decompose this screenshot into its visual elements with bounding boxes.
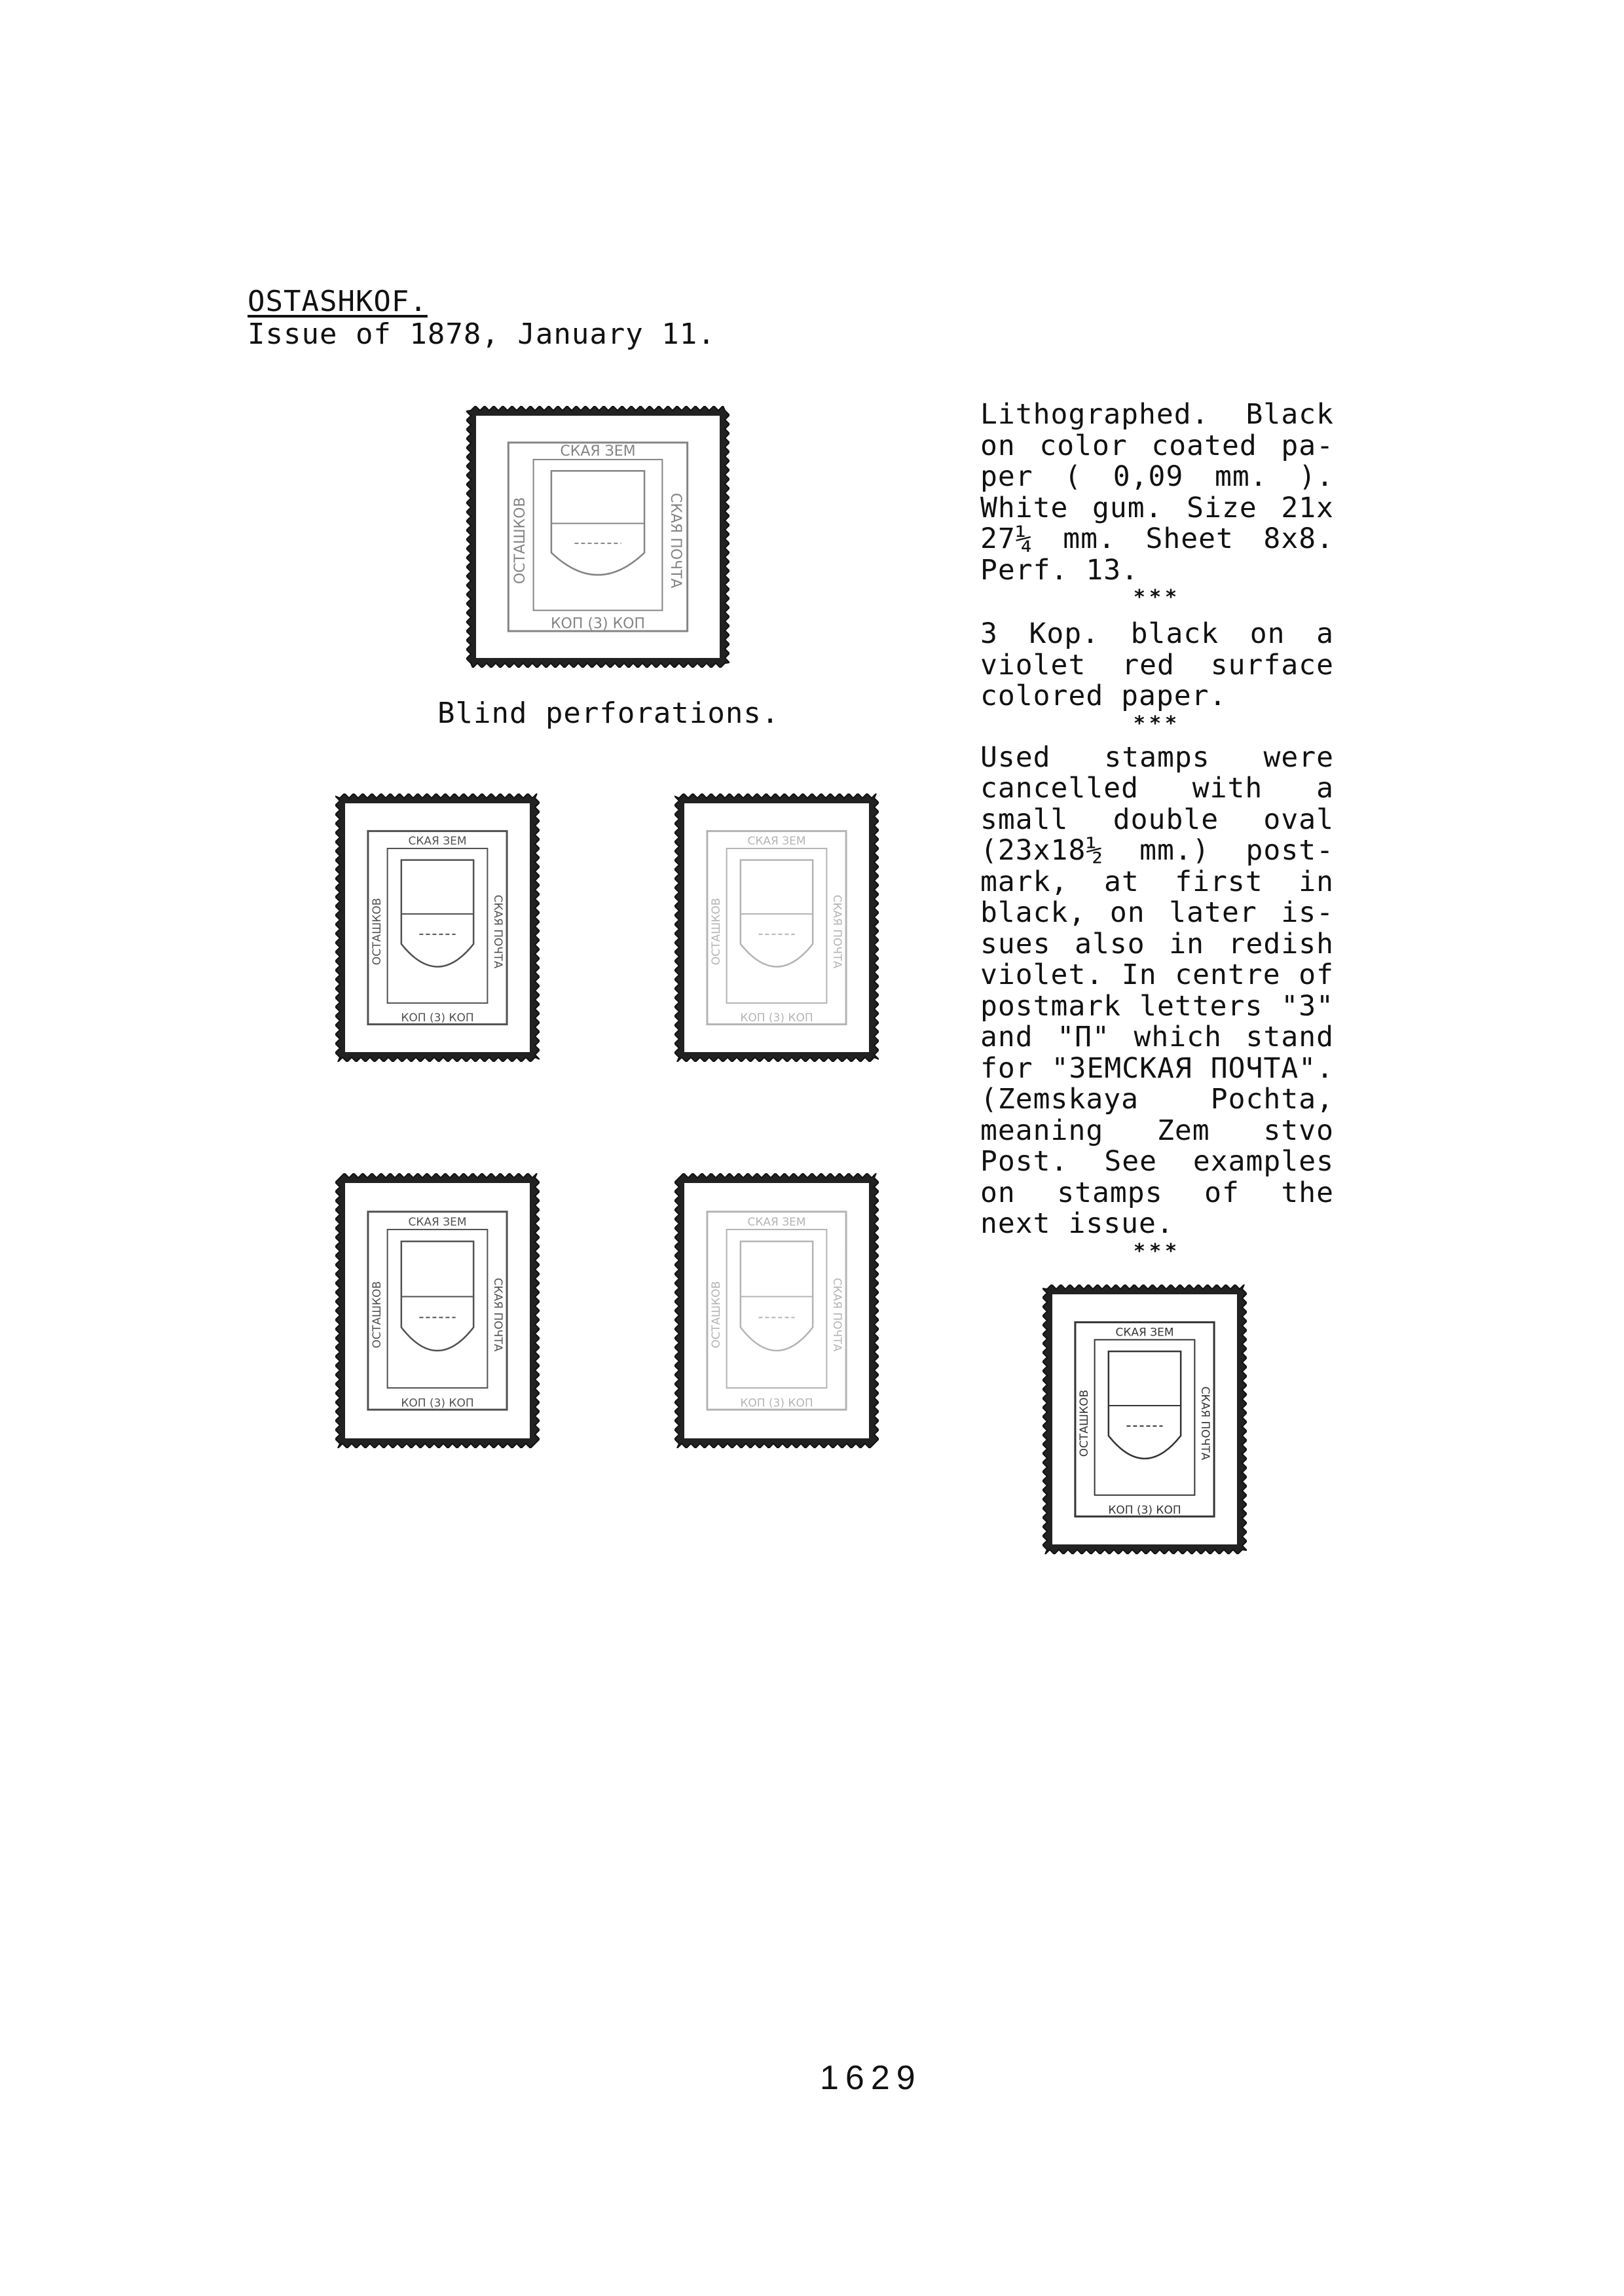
svg-text:КОП (3) КОП: КОП (3) КОП — [1108, 1503, 1181, 1517]
svg-text:КОП (3) КОП: КОП (3) КОП — [740, 1396, 813, 1410]
svg-text:СКАЯ ЗЕМ: СКАЯ ЗЕМ — [747, 1215, 806, 1229]
blind-perforations-caption: Blind perforations. — [437, 697, 780, 730]
svg-text:ОСТАШКОВ: ОСТАШКОВ — [511, 497, 528, 585]
stamp-image-blind-2 — [674, 793, 879, 1062]
svg-text:СКАЯ ПОЧТА: СКАЯ ПОЧТА — [830, 894, 843, 969]
svg-text:СКАЯ ПОЧТА: СКАЯ ПОЧТА — [490, 1277, 504, 1352]
svg-text:КОП (3) КОП: КОП (3) КОП — [401, 1396, 474, 1410]
svg-text:СКАЯ ЗЕМ: СКАЯ ЗЕМ — [408, 835, 467, 848]
description-colour: 3 Kop. black on a violet red surface colored paper. — [980, 617, 1334, 712]
svg-text:ОСТАШКОВ: ОСТАШКОВ — [1078, 1389, 1092, 1457]
stamp-image-blind-3 — [335, 1173, 540, 1448]
stamp-image-main — [466, 406, 729, 668]
page-number: 1629 — [820, 2059, 922, 2097]
stamp-image-blind-1 — [335, 793, 540, 1062]
svg-text:СКАЯ ЗЕМ: СКАЯ ЗЕМ — [747, 835, 806, 848]
svg-text:СКАЯ ЗЕМ: СКАЯ ЗЕМ — [560, 443, 636, 460]
description-printing: Lithographed. Black on color coated pa- per ( 0,09 mm. ). White gum. Size 21x 27¼ mm. Sheet 8x8. Perf. 13. — [980, 398, 1334, 587]
svg-text:СКАЯ ПОЧТА: СКАЯ ПОЧТА — [667, 492, 684, 589]
svg-text:КОП (3) КОП: КОП (3) КОП — [550, 615, 646, 632]
stamp-image-used-example — [1043, 1285, 1247, 1554]
svg-text:СКАЯ ПОЧТА: СКАЯ ПОЧТА — [1198, 1386, 1211, 1461]
svg-text:СКАЯ ПОЧТА: СКАЯ ПОЧТА — [490, 894, 504, 969]
svg-text:СКАЯ ЗЕМ: СКАЯ ЗЕМ — [408, 1215, 467, 1229]
description-cancellation: Used stamps were cancelled with a small double oval (23x18½ mm.) post- mark, at first in black, on later is- sues also in redish violet. In centre of postmark letters "3" and "П" which stand for "ЗЕМСКАЯ ПОЧТА". (Zemskaya Pochta, meaning Zem stvo Post. See examples on stamps of the next issue. — [980, 740, 1334, 1240]
svg-text:СКАЯ ПОЧТА: СКАЯ ПОЧТА — [830, 1277, 843, 1352]
issue-date-heading — [248, 318, 716, 351]
separator-stars: *** — [1133, 1239, 1181, 1263]
stamp-image-blind-4 — [674, 1173, 879, 1448]
svg-text:ОСТАШКОВ: ОСТАШКОВ — [371, 898, 384, 966]
svg-text:ОСТАШКОВ: ОСТАШКОВ — [371, 1281, 384, 1349]
svg-text:ОСТАШКОВ: ОСТАШКОВ — [710, 898, 724, 966]
svg-text:ОСТАШКОВ: ОСТАШКОВ — [710, 1281, 724, 1349]
svg-text:КОП (3) КОП: КОП (3) КОП — [401, 1011, 474, 1025]
issue-date-text: Issue of 1878, January 11. — [248, 318, 716, 351]
svg-text:СКАЯ ЗЕМ: СКАЯ ЗЕМ — [1115, 1326, 1174, 1339]
separator-stars: *** — [1133, 712, 1181, 735]
separator-stars: *** — [1133, 586, 1181, 609]
section-title: OSTASHKOF. — [248, 285, 428, 318]
svg-text:КОП (3) КОП: КОП (3) КОП — [740, 1011, 813, 1025]
description-column — [980, 399, 1334, 1264]
